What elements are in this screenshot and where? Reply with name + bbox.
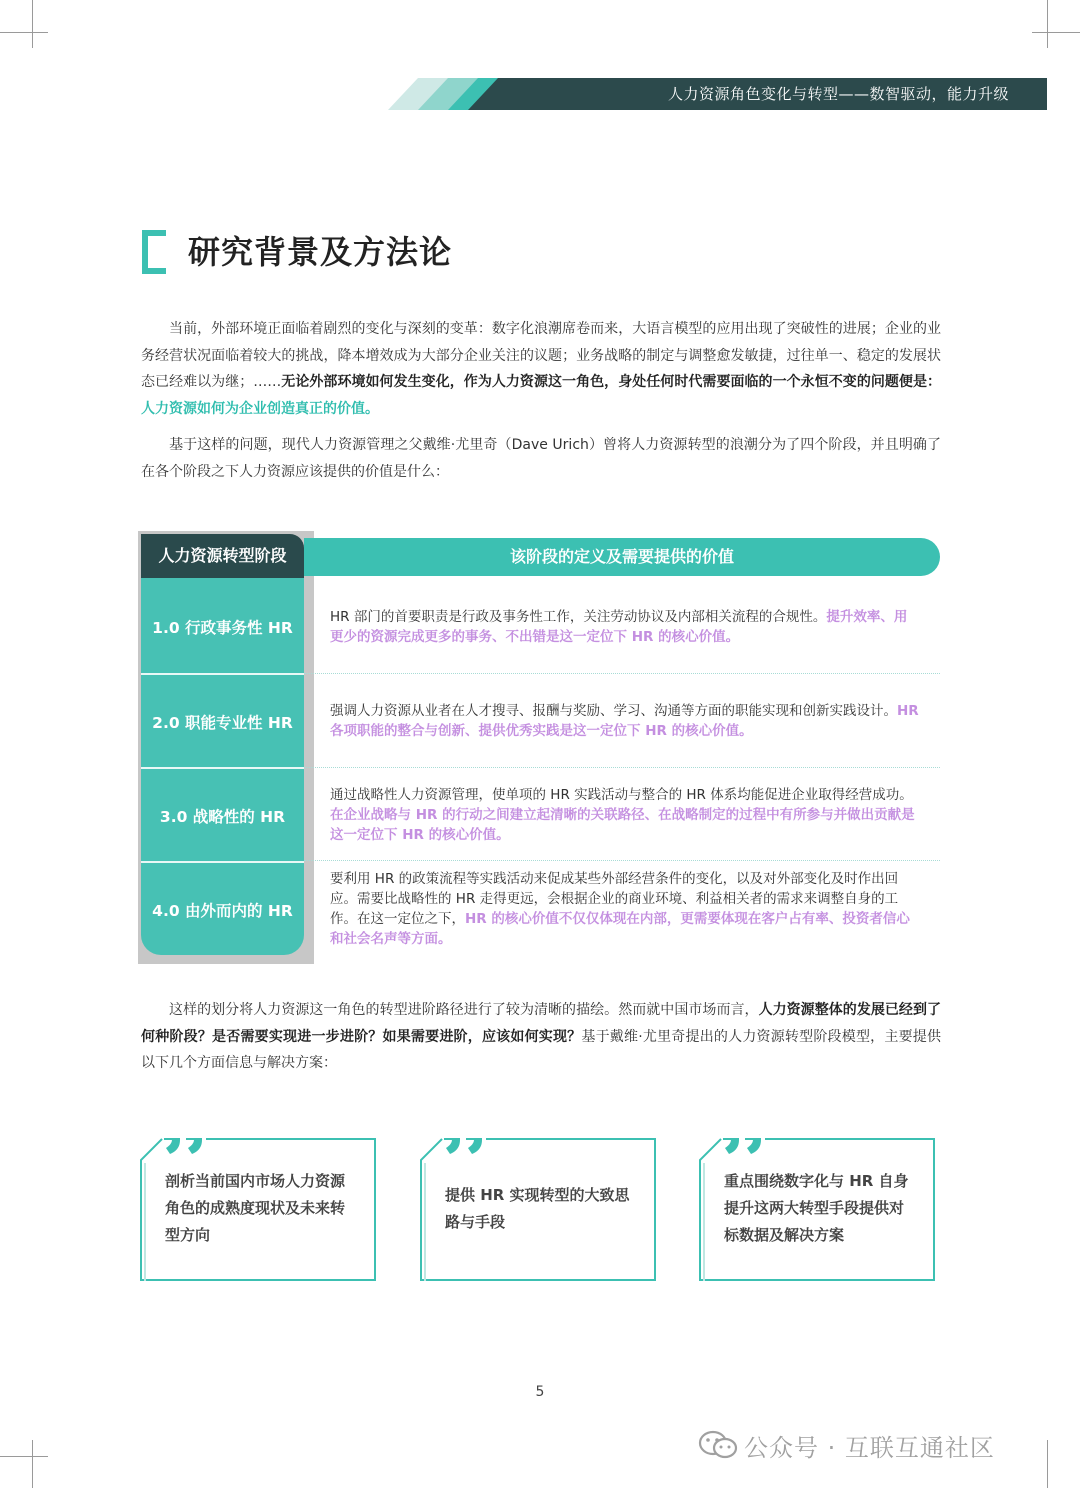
intro-paragraph-1: [141, 316, 941, 422]
outro-paragraph: [141, 997, 941, 1077]
intro-paragraph-2: [141, 432, 941, 485]
crop-mark: [32, 1440, 33, 1488]
outro-bold: 人力资源整体的发展已经到了何种阶段？是否需要实现进一步进阶？如果需要进阶，应该如何实现？: [141, 1002, 941, 1045]
description-text: 要利用 HR 的政策流程等实践活动来促成某些外部经营条件的变化，以及对外部变化及时作出回应。需要比战略性的 HR 走得更远，会根据企业的商业环境、利益相关者的需求来调整自身的工作。在这一定位之下，: [330, 871, 899, 927]
stage-description: [330, 869, 920, 949]
header-title: 人力资源角色变化与转型——数智驱动，能力升级: [667, 85, 1009, 103]
stage-cell: 4.0 由外而内的 HR: [152, 901, 293, 920]
row-divider: [304, 673, 940, 675]
stage-description: [330, 785, 920, 845]
stage-description: [330, 701, 920, 741]
table-header-value: 该阶段的定义及需要提供的价值: [304, 538, 940, 576]
crop-mark: [0, 32, 48, 33]
intro-text: 当前，外部环境正面临着剧烈的变化与深刻的变革：数字化浪潮席卷而来，大语言模型的应用出现了突破性的进展；企业的业务经营状况面临着较大的挑战，降本增效成为大部分企业关注的议题；业务战略的制定与调整愈发敏捷，过往单一、稳定的发展状态已经难以为继；……: [141, 321, 941, 390]
description-highlight: HR 的核心价值不仅仅体现在内部，更需要体现在客户占有率、投资者信心和社会名声等方面。: [330, 911, 910, 947]
quote-icon: [444, 1138, 482, 1154]
row-divider: [304, 860, 940, 862]
intro-text-2: 基于这样的问题，现代人力资源管理之父戴维·尤里奇（Dave Urich）曾将人力资源转型的浪潮分为了四个阶段，并且明确了在各个阶段之下人力资源应该提供的价值是什么：: [141, 437, 941, 480]
row-divider: [304, 767, 940, 769]
watermark: [698, 1428, 995, 1462]
quote-icon: [723, 1138, 761, 1154]
section-title: 研究背景及方法论: [188, 233, 453, 271]
card-text: 重点围绕数字化与 HR 自身提升这两大转型手段提供对标数据及解决方案: [724, 1172, 909, 1244]
stage-column: [141, 578, 304, 955]
crop-mark: [1047, 1440, 1048, 1488]
solution-card: [699, 1138, 935, 1281]
crop-mark: [0, 1456, 48, 1457]
intro-highlight: 人力资源如何为企业创造真正的价值。: [141, 400, 379, 417]
wechat-icon: [698, 1430, 738, 1460]
stage-description: [330, 607, 920, 647]
solution-card: [140, 1138, 376, 1281]
stage-cell: 1.0 行政事务性 HR: [152, 618, 293, 637]
description-text: HR 部门的首要职责是行政及事务性工作，关注劳动协议及内部相关流程的合规性。: [330, 609, 827, 625]
crop-mark: [1047, 0, 1048, 48]
description-text: 通过战略性人力资源管理，使单项的 HR 实践活动与整合的 HR 体系均能促进企业取得经营成功。: [330, 787, 913, 803]
card-text: 剖析当前国内市场人力资源角色的成熟度现状及未来转型方向: [165, 1172, 346, 1244]
table-header-stage: 人力资源转型阶段: [141, 534, 304, 578]
header-band: [388, 78, 1047, 110]
watermark-text: 公众号 · 互联互通社区: [744, 1433, 995, 1462]
description-text: 强调人力资源从业者在人才搜寻、报酬与奖励、学习、沟通等方面的职能实现和创新实践设计。: [330, 703, 897, 719]
crop-mark: [1032, 32, 1080, 33]
crop-mark: [32, 0, 33, 48]
description-highlight: HR 各项职能的整合与创新、提供优秀实践是这一定位下 HR 的核心价值。: [330, 703, 919, 739]
page-number: 5: [535, 1384, 545, 1400]
intro-bold: 无论外部环境如何发生变化，作为人力资源这一角色，身处任何时代需要面临的一个永恒不变的问题便是：: [281, 374, 942, 390]
description-highlight: 在企业战略与 HR 的行动之间建立起清晰的关联路径、在战略制定的过程中有所参与并做出贡献是这一定位下 HR 的核心价值。: [330, 807, 915, 843]
solution-card: [420, 1138, 656, 1281]
stage-cell: 3.0 战略性的 HR: [159, 807, 286, 826]
outro-text: 这样的划分将人力资源这一角色的转型进阶路径进行了较为清晰的描绘。然而就中国市场而言，: [169, 1002, 759, 1018]
section-bracket: [142, 230, 166, 274]
stage-cell: 2.0 职能专业性 HR: [152, 713, 293, 732]
quote-icon: [164, 1138, 202, 1154]
card-text: 提供 HR 实现转型的大致思路与手段: [445, 1186, 630, 1231]
description-highlight: 提升效率、用更少的资源完成更多的事务、不出错是这一定位下 HR 的核心价值。: [330, 609, 908, 645]
outro-text-2: 基于戴维·尤里奇提出的人力资源转型阶段模型，主要提供以下几个方面信息与解决方案：: [141, 1028, 941, 1071]
